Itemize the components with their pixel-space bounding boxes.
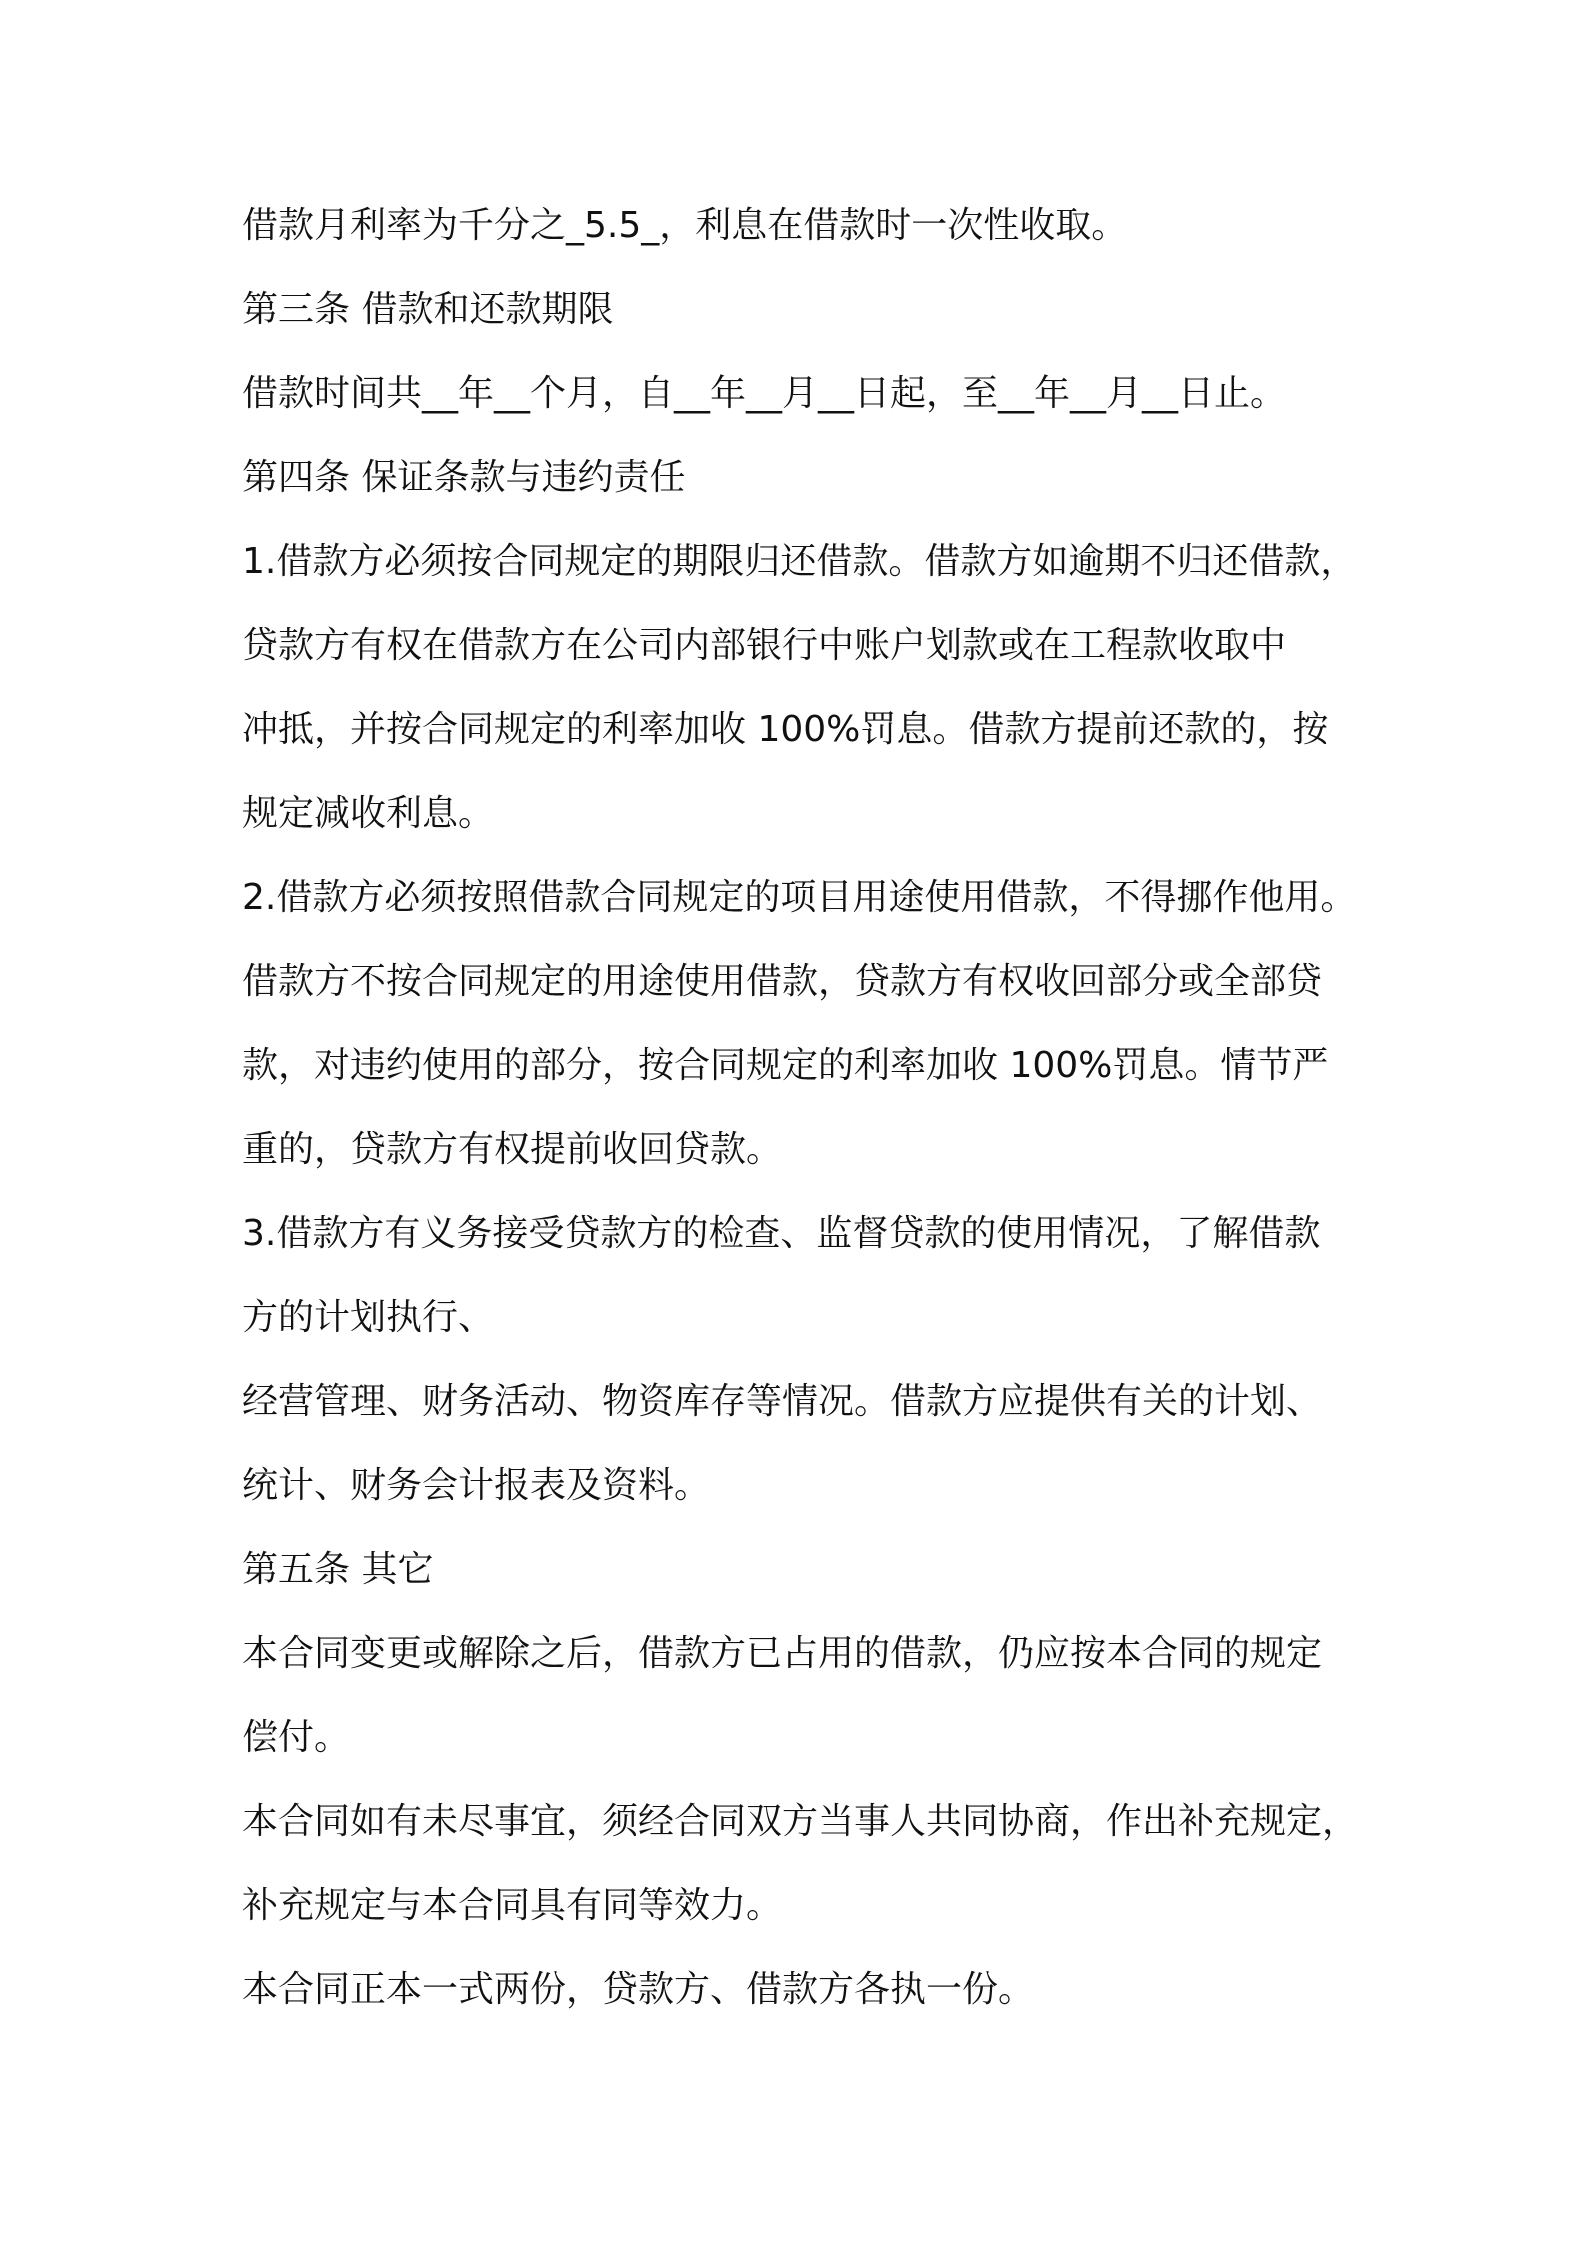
text-line: 3.借款方有义务接受贷款方的检查、监督贷款的使用情况，了解借款 — [242, 1213, 1321, 1254]
text-line: 本合同变更或解除之后，借款方已占用的借款，仍应按本合同的规定 — [242, 1633, 1323, 1674]
text-line: 1.借款方必须按合同规定的期限归还借款。借款方如逾期不归还借款， — [242, 541, 1357, 582]
text-line-loan-period: 借款时间共__年__个月，自__年__月__日起，至__年__月__日止。 — [242, 373, 1287, 414]
heading-article-5: 第五条 其它 — [242, 1549, 434, 1590]
text-line-interest-rate: 借款月利率为千分之_5.5_，利息在借款时一次性收取。 — [242, 205, 1128, 246]
text-line: 借款方不按合同规定的用途使用借款，贷款方有权收回部分或全部贷 — [242, 961, 1323, 1002]
text-line: 冲抵，并按合同规定的利率加收 100%罚息。借款方提前还款的，按 — [242, 709, 1329, 750]
text-line: 偿付。 — [242, 1717, 351, 1758]
text-line: 2.借款方必须按照借款合同规定的项目用途使用借款，不得挪作他用。 — [242, 877, 1357, 918]
text-line: 本合同正本一式两份，贷款方、借款方各执一份。 — [242, 1969, 1035, 2010]
text-line: 经营管理、财务活动、物资库存等情况。借款方应提供有关的计划、 — [242, 1381, 1323, 1422]
text-line: 方的计划执行、 — [242, 1297, 495, 1338]
heading-article-4: 第四条 保证条款与违约责任 — [242, 457, 686, 498]
text-line: 规定减收利息。 — [242, 793, 495, 834]
heading-article-3: 第三条 借款和还款期限 — [242, 289, 614, 330]
text-line: 本合同如有未尽事宜，须经合同双方当事人共同协商，作出补充规定， — [242, 1801, 1359, 1842]
text-line: 统计、财务会计报表及资料。 — [242, 1465, 711, 1506]
text-line: 补充规定与本合同具有同等效力。 — [242, 1885, 783, 1926]
text-line: 贷款方有权在借款方在公司内部银行中账户划款或在工程款收取中 — [242, 625, 1287, 666]
text-line: 重的，贷款方有权提前收回贷款。 — [242, 1129, 783, 1170]
text-line: 款，对违约使用的部分，按合同规定的利率加收 100%罚息。情节严 — [242, 1045, 1329, 1086]
